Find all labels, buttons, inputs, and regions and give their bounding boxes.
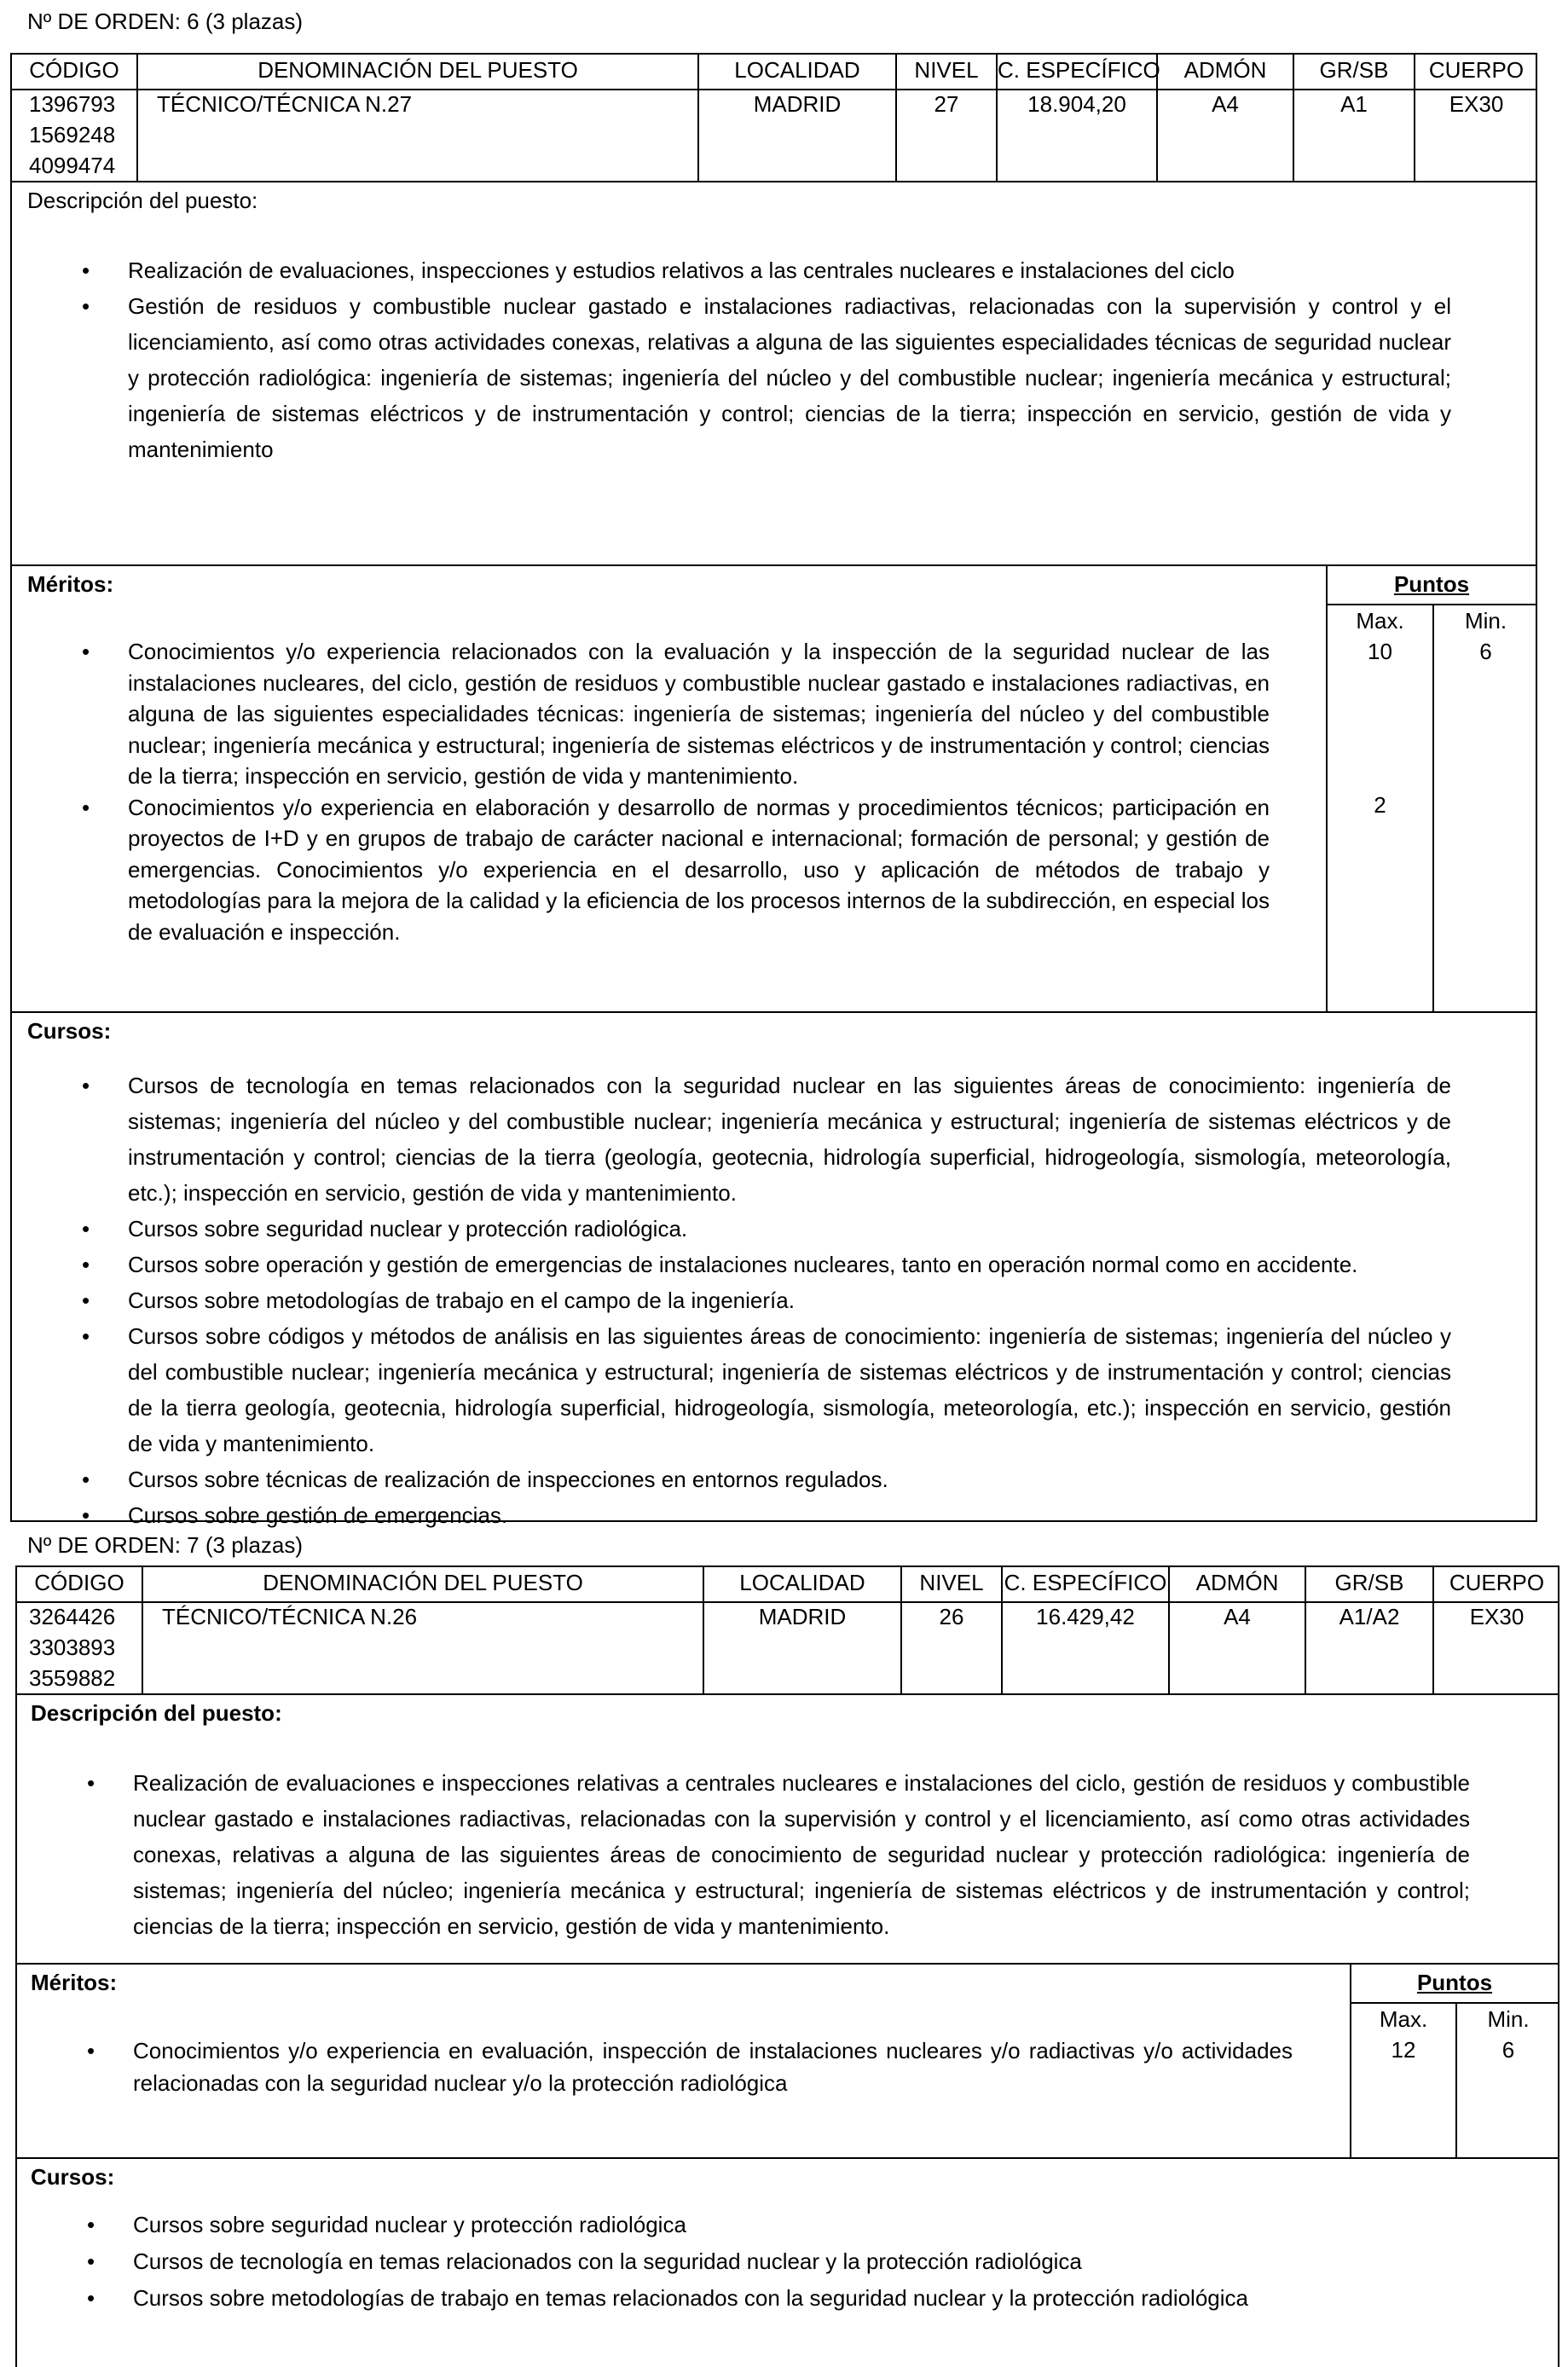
- col-nivel: NIVEL: [900, 1567, 1001, 1601]
- admon-value: A4: [1168, 1601, 1305, 1693]
- cursos-title: Cursos:: [27, 1018, 112, 1044]
- list-item: • Cursos sobre seguridad nuclear y protección radiológica: [17, 2207, 1470, 2243]
- meritos-title: Méritos:: [27, 571, 114, 597]
- min-label: Min.: [1487, 2006, 1530, 2032]
- col-denominacion: DENOMINACIÓN DEL PUESTO: [136, 55, 697, 89]
- table-row: [17, 1601, 1558, 1693]
- list-item: • Conocimientos y/o experiencia relacionados con la evaluación y la inspección de la seguridad nuclear de las instalaciones nucleares, del ciclo, gestión de residuos y combustible nuclear gastado e instalaciones radiactivas, en alguna de las siguientes especialidades técnicas: ingeniería de sistemas; ingeniería del núcleo y del combustible nuclear; ingeniería mecánica y estructural; ingeniería de sistemas eléctricos y de instrumentación y control; ciencias de la tierra; inspección en servicio, gestión de vida y mantenimiento.: [12, 636, 1270, 792]
- list-item: • Cursos sobre códigos y métodos de análisis en las siguientes áreas de conocimiento: ingeniería de sistemas; ingeniería del núcleo y del combustible nuclear; ingeniería mecánica y estructural; ingeniería de sistemas eléctricos y de instrumentación y control; ciencias de la tierra geología, geotecnia, hidrología superficial, hidrogeología, sismología, meteorología, etc.); inspección en servicio, gestión de vida y mantenimiento.: [12, 1318, 1451, 1461]
- col-cuerpo: CUERPO: [1432, 1567, 1559, 1601]
- puntos-title: Puntos: [1416, 1970, 1493, 1995]
- list-item: • Conocimientos y/o experiencia en elaboración y desarrollo de normas y procedimientos técnicos; participación en proyectos de I+D y en grupos de trabajo de carácter nacional e internacional; formación de personal; y gestión de emergencias. Conocimientos y/o experiencia en el desarrollo, uso y aplicación de métodos de trabajo y metodologías para la mejora de la calidad y la eficiencia de los procesos internos de la subdirección, en especial los de evaluación e inspección.: [12, 792, 1270, 948]
- list-item: • Cursos sobre gestión de emergencias.: [12, 1497, 1451, 1533]
- col-grsb: GR/SB: [1305, 1567, 1432, 1601]
- localidad-value: MADRID: [703, 1601, 900, 1693]
- col-codigo: CÓDIGO: [34, 1570, 124, 1595]
- table-header: [12, 55, 1536, 90]
- list-item: • Cursos sobre operación y gestión de emergencias de instalaciones nucleares, tanto en operación normal como en accidente.: [12, 1247, 1451, 1282]
- codigo-value: 3559882: [29, 1665, 116, 1691]
- col-cuerpo: CUERPO: [1414, 55, 1537, 89]
- meritos-section: [17, 1963, 1558, 2157]
- max-value: 12: [1391, 2037, 1416, 2063]
- max-label: Max.: [1356, 608, 1404, 634]
- col-localidad: LOCALIDAD: [703, 1567, 900, 1601]
- list-item: • Conocimientos y/o experiencia en evaluación, inspección de instalaciones nucleares y/o radiactivas y/o actividades relacionadas con la seguridad nuclear y/o la protección radiológica: [17, 2034, 1293, 2099]
- puntos-panel: [1326, 566, 1536, 1011]
- nivel-value: 26: [900, 1601, 1001, 1693]
- descripcion-list: [17, 1765, 1470, 1944]
- max-label: Max.: [1379, 2006, 1428, 2032]
- min-value: 6: [1501, 2037, 1515, 2063]
- min-column: [1455, 2004, 1559, 2157]
- codigo-value: 1396793: [29, 91, 116, 117]
- grsb-value: A1/A2: [1305, 1601, 1432, 1693]
- table-row: [12, 89, 1536, 181]
- min-column: [1432, 605, 1537, 1011]
- min-value: 6: [1479, 639, 1492, 664]
- cursos-list: [17, 2207, 1470, 2317]
- codigo-value: 1569248: [29, 122, 116, 148]
- localidad-value: MADRID: [697, 89, 895, 181]
- meritos-title: Méritos:: [31, 1970, 118, 1995]
- entry-table: [15, 1565, 1559, 2367]
- list-item: • Cursos de tecnología en temas relacionados con la seguridad nuclear en las siguientes áreas de conocimiento: ingeniería de sistemas; ingeniería del núcleo y del combustible nuclear; ingeniería mecánica y estructural; ingeniería de sistemas eléctricos y de instrumentación y control; ciencias de la tierra (geología, geotecnia, hidrología superficial, hidrogeología, sismología, meteorología, etc.); inspección en servicio, gestión de vida y mantenimiento.: [12, 1068, 1451, 1211]
- col-grsb: GR/SB: [1293, 55, 1414, 89]
- puntos-panel: [1350, 1965, 1558, 2157]
- col-localidad: LOCALIDAD: [697, 55, 895, 89]
- col-admon: ADMÓN: [1168, 1567, 1305, 1601]
- especifico-value: 16.429,42: [1001, 1601, 1168, 1693]
- list-item: • Cursos sobre seguridad nuclear y protección radiológica.: [12, 1211, 1451, 1247]
- cursos-title: Cursos:: [31, 2164, 115, 2190]
- codigo-value: 3264426: [29, 1604, 116, 1629]
- descripcion-section: [17, 1693, 1558, 1963]
- descripcion-title: Descripción del puesto:: [27, 188, 258, 213]
- codigo-value: 3303893: [29, 1635, 116, 1660]
- cuerpo-value: EX30: [1414, 89, 1537, 181]
- max-column: [1351, 2004, 1455, 2157]
- max-value: 2: [1374, 792, 1386, 818]
- col-especifico: C. ESPECÍFICO: [1001, 1567, 1168, 1601]
- col-codigo: CÓDIGO: [29, 57, 119, 83]
- cuerpo-value: EX30: [1432, 1601, 1559, 1693]
- cursos-section: [17, 2157, 1558, 2367]
- descripcion-section: [12, 181, 1536, 564]
- codigo-value: 4099474: [29, 153, 116, 178]
- meritos-section: [12, 564, 1536, 1011]
- table-header: [17, 1567, 1558, 1603]
- descripcion-list: [12, 252, 1451, 467]
- col-denominacion: DENOMINACIÓN DEL PUESTO: [142, 1567, 703, 1601]
- order-label: Nº DE ORDEN: 7 (3 plazas): [27, 1532, 304, 1558]
- list-item: • Realización de evaluaciones e inspecciones relativas a centrales nucleares e instalaciones del ciclo, gestión de residuos y combustible nuclear gastado e instalaciones radiactivas, relacionadas con la supervisión y control y el licenciamiento, así como otras actividades conexas, relativas a alguna de las siguientes áreas de conocimiento de seguridad nuclear y protección radiológica: ingeniería de sistemas; ingeniería del núcleo; ingeniería mecánica y estructural; ingeniería de sistemas eléctricos y de instrumentación y control; ciencias de la tierra; inspección en servicio, gestión de vida y mantenimiento.: [17, 1765, 1470, 1944]
- puntos-title: Puntos: [1393, 571, 1470, 597]
- max-column: [1328, 605, 1432, 1011]
- codigo-list: [17, 1601, 142, 1693]
- col-especifico: C. ESPECÍFICO: [996, 55, 1156, 89]
- meritos-list: [12, 636, 1270, 947]
- order-label: Nº DE ORDEN: 6 (3 plazas): [27, 9, 304, 34]
- nivel-value: 27: [895, 89, 996, 181]
- admon-value: A4: [1156, 89, 1293, 181]
- cursos-list: [12, 1068, 1451, 1533]
- list-item: • Cursos sobre técnicas de realización de inspecciones en entornos regulados.: [12, 1461, 1451, 1497]
- puesto-value: TÉCNICO/TÉCNICA N.26: [142, 1601, 703, 1693]
- list-item: • Gestión de residuos y combustible nuclear gastado e instalaciones radiactivas, relacionadas con la supervisión y control y el licenciamiento, así como otras actividades conexas, relativas a alguna de las siguientes especialidades técnicas de seguridad nuclear y protección radiológica: ingeniería de sistemas; ingeniería del núcleo y del combustible nuclear; ingeniería mecánica y estructural; ingeniería de sistemas eléctricos y de instrumentación y control; ciencias de la tierra; inspección en servicio, gestión de vida y mantenimiento: [12, 288, 1451, 467]
- col-admon: ADMÓN: [1156, 55, 1293, 89]
- grsb-value: A1: [1293, 89, 1414, 181]
- max-value: 10: [1368, 639, 1392, 664]
- especifico-value: 18.904,20: [996, 89, 1156, 181]
- meritos-list: [17, 2034, 1293, 2099]
- descripcion-title: Descripción del puesto:: [31, 1700, 282, 1726]
- col-nivel: NIVEL: [895, 55, 996, 89]
- list-item: • Realización de evaluaciones, inspecciones y estudios relativos a las centrales nucleares e instalaciones del ciclo: [12, 252, 1451, 288]
- min-label: Min.: [1464, 608, 1507, 634]
- codigo-list: [12, 89, 136, 181]
- cursos-section: [12, 1011, 1536, 1528]
- list-item: • Cursos sobre metodologías de trabajo en el campo de la ingeniería.: [12, 1282, 1451, 1318]
- puesto-value: TÉCNICO/TÉCNICA N.27: [136, 89, 697, 181]
- entry-table: [10, 53, 1537, 1528]
- list-item: • Cursos sobre metodologías de trabajo en temas relacionados con la seguridad nuclear y la protección radiológica: [17, 2280, 1470, 2317]
- list-item: • Cursos de tecnología en temas relacionados con la seguridad nuclear y la protección radiológica: [17, 2243, 1470, 2280]
